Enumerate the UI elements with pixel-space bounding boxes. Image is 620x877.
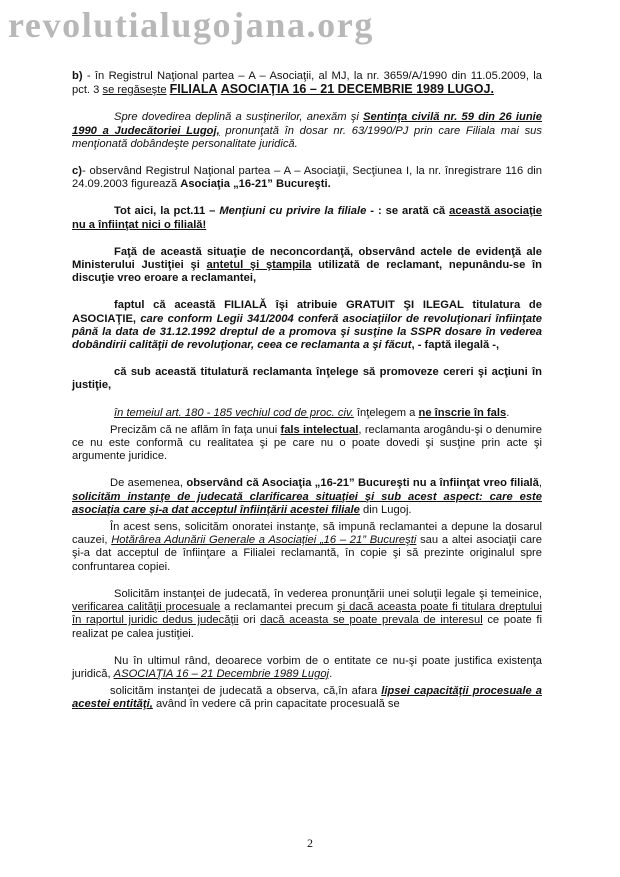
text: - observând Registrul Naţional partea – A – Asociaţii, Secţiunea I, la nr. înregistrare 116 din 24.09.2003 figurează bbox=[72, 165, 542, 191]
text: lipsei capacităţii procesuale a acestei entităţi, bbox=[72, 685, 542, 711]
text: , - faptă ilegală -, bbox=[411, 339, 500, 352]
text: În acest sens, solicităm onoratei instanţe, să impună reclamantei a depune la dosarul cauzei, bbox=[72, 521, 542, 547]
paragraph-acest-sens bbox=[72, 521, 542, 574]
text: solicităm instanţei de judecată a observa, că,în afara bbox=[110, 685, 382, 698]
text: în temeiul art. 180 - 185 vechiul cod de proc. civ. bbox=[114, 406, 354, 419]
text: c) bbox=[72, 165, 82, 178]
text: observând că Asociaţia „16-21” Bucureşti nu a înfiinţat vreo filială bbox=[186, 477, 539, 490]
text: faptul că această FILIALĂ îşi atribuie GRATUIT ŞI ILEGAL titulatura de ASOCIAŢIE, bbox=[72, 299, 542, 325]
text: utilizată de reclamant, nepunându-se în discuţie vreo eroare a reclamantei, bbox=[72, 259, 542, 285]
paragraph-faptul bbox=[72, 299, 542, 352]
text: ne înscrie în fals bbox=[418, 406, 507, 419]
paragraph-precizam bbox=[72, 424, 542, 464]
text: această asociaţie nu a înfiinţat nici o filială! bbox=[72, 205, 543, 231]
paragraph-temei bbox=[72, 407, 542, 420]
text: , bbox=[538, 477, 542, 490]
text: se regăseşte bbox=[102, 84, 167, 97]
text: dacă aceasta se poate prevala de interesul bbox=[260, 614, 483, 627]
text: - în Registrul Naţional partea – A – Asociaţii, al MJ, la nr. 3659/A/1990 din 11.05.2009, la pct. 3 bbox=[72, 70, 542, 97]
text: FILIALA bbox=[169, 82, 218, 97]
paragraph-observa bbox=[72, 685, 542, 711]
text: Sentinţa civilă nr. 59 din 26 iunie 1990 a Judecătoriei Lugoj, bbox=[72, 111, 542, 137]
text: solicităm instanţe de judecată clarificarea situaţiei şi sub acest aspect: care este asociaţia care şi-a dat acceptul înfiinţării acestei filiale bbox=[72, 490, 542, 516]
text: , reclamanta arogându-şi o denumire ce nu este conformă cu realitatea şi pe care nu o poate dovedi şi susţine prin acte şi argumente juridice. bbox=[72, 423, 543, 463]
text: . bbox=[506, 406, 510, 419]
text: pronunţată în dosar nr. 63/1990/PJ prin care Filiala mai sus menţionată dobândeşte personalitate juridică. bbox=[72, 124, 542, 150]
text: Faţă de această situaţie de neconcordanţă, observând actele de evidenţă ale Ministerului Justiţiei şi bbox=[72, 245, 542, 272]
text: . bbox=[329, 667, 333, 680]
watermark: revolutialugojana.org bbox=[8, 5, 374, 45]
text: Menţiuni cu privire la filiale bbox=[219, 205, 367, 218]
text: ASOCIAŢIA 16 – 21 DECEMBRIE 1989 LUGOJ. bbox=[220, 82, 494, 97]
paragraph-sub bbox=[72, 366, 542, 392]
text: b) bbox=[72, 70, 83, 82]
text: înţelegem a bbox=[353, 406, 419, 419]
paragraph-b bbox=[72, 70, 542, 97]
document-body bbox=[72, 70, 542, 726]
text: Nu în ultimul rând, deoarece vorbim de o entitate ce nu-şi poate justifica existenţa juridică, bbox=[72, 654, 542, 680]
text: şi dacă aceasta poate fi titulara dreptului în raportul juridic dedus judecăţii bbox=[72, 601, 542, 627]
text: ce poate fi realizat pe calea justiţiei. bbox=[72, 614, 542, 640]
paragraph-dovada bbox=[72, 111, 542, 151]
text: din Lugoj. bbox=[359, 503, 412, 516]
text: având în vedere că prin capacitate procesuală se bbox=[152, 698, 400, 711]
text: că sub această titulatură reclamanta înţelege să promoveze cereri şi acţiuni în justiţie, bbox=[72, 366, 542, 392]
page-number: 2 bbox=[307, 836, 313, 850]
text: Asociaţia „16-21” Bucureşti. bbox=[180, 178, 331, 191]
text: ASOCIAŢIA 16 – 21 Decembrie 1989 Lugoj bbox=[113, 667, 330, 680]
text: fals intelectual bbox=[280, 423, 359, 436]
paragraph-tot-aici bbox=[72, 205, 542, 231]
text: verificarea calităţii procesuale bbox=[72, 601, 221, 614]
text: De asemenea, bbox=[110, 477, 187, 490]
text: Solicităm instanţei de judecată, în vederea pronunţării unei soluţii legale şi temeinice, bbox=[114, 587, 542, 600]
text: Spre dovedirea deplină a susţinerilor, anexăm şi bbox=[114, 111, 364, 124]
text: sau a altei asociaţii care şi-a dat acceptul de înfiinţare a Filialei reclamantă, în copie şi să prezinte originalul spre confruntarea copiei. bbox=[72, 534, 542, 573]
text: - : se arată că bbox=[366, 205, 450, 218]
paragraph-c bbox=[72, 165, 542, 191]
paragraph-fata bbox=[72, 246, 542, 286]
text: Tot aici, la pct.11 – bbox=[114, 205, 220, 218]
text: a reclamantei precum bbox=[220, 601, 338, 614]
text: ori bbox=[238, 614, 261, 627]
text: antetul şi ştampila bbox=[206, 259, 312, 272]
paragraph-ultim bbox=[72, 655, 542, 681]
text: care conform Legii 341/2004 conferă asociaţiilor de revoluţionari înfiinţate până la data de 31.12.1992 dreptul de a promova şi susţine la SSPR dosare în vederea dobândirii calităţii de revoluţionar, ceea ce reclamanta a şi făcut bbox=[72, 312, 542, 352]
paragraph-asemenea bbox=[72, 477, 542, 517]
text: Hotărârea Adunării Generale a Asociaţiei „16 – 21” Bucureşti bbox=[111, 534, 417, 547]
paragraph-solicitam bbox=[72, 588, 542, 641]
text: Precizăm că ne aflăm în faţa unui bbox=[110, 423, 281, 436]
